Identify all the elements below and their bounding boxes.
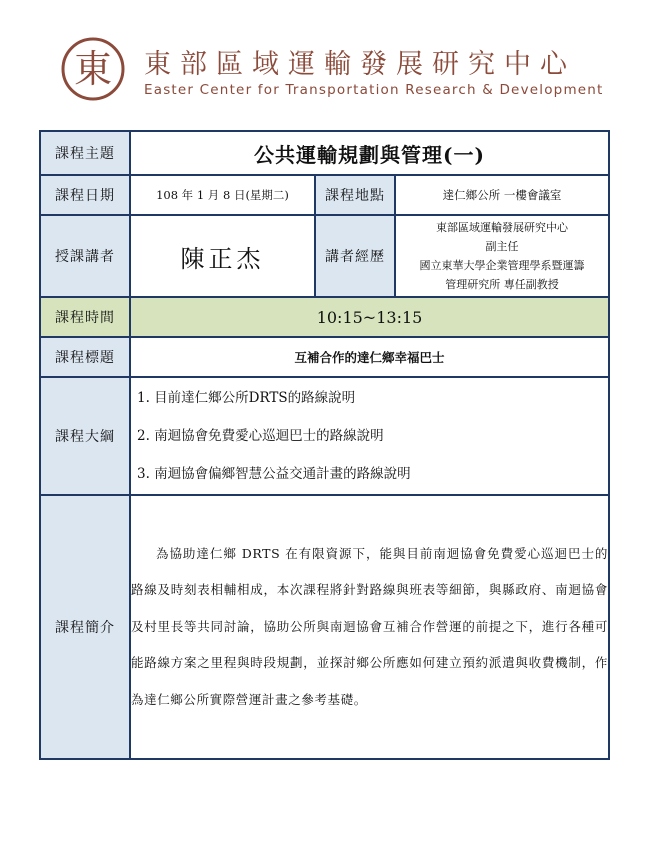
row-time (40, 297, 609, 337)
row-outline (40, 377, 609, 495)
row-course-title (40, 337, 609, 377)
org-name-en: Easter Center for Transportation Research & Development (144, 82, 604, 98)
logo-glyph: 東 (73, 47, 113, 91)
date-label: 課程日期 (40, 175, 130, 215)
intro-text: 為協助達仁鄉 DRTS 在有限資源下，能與目前南迴協會免費愛心巡迴巴士的路線及時刻表相輔相成，本次課程將針對路線與班表等細節，與縣政府、南迴協會及村里長等共同討論，協助公所與南迴協會互補合作營運的前提之下，進行各種可能路線方案之里程與時段規劃，並探討鄉公所應如何建立預約派遣與收費機制，作為達仁鄉公所實際營運計畫之參考基礎。 (130, 495, 609, 759)
time-label: 課程時間 (40, 297, 130, 337)
lecturer-value: 陳正杰 (130, 215, 315, 297)
intro-label: 課程簡介 (40, 495, 130, 759)
experience-label: 講者經歷 (315, 215, 395, 297)
location-value: 達仁鄉公所 一樓會議室 (395, 175, 609, 215)
outline-item: 3. 南迴協會偏鄉智慧公益交通計畫的路線說明 (137, 466, 411, 482)
topic-value: 公共運輸規劃與管理(一) (130, 131, 609, 175)
course-title-value: 互補合作的達仁鄉幸福巴士 (130, 337, 609, 377)
time-value: 10:15~13:15 (130, 297, 609, 337)
outline-item: 1. 目前達仁鄉公所DRTS的路線說明 (137, 390, 356, 406)
course-info-table (39, 130, 610, 760)
location-label: 課程地點 (315, 175, 395, 215)
experience-line: 東部區域運輸發展研究中心 (436, 221, 568, 234)
lecturer-label: 授課講者 (40, 215, 130, 297)
date-value: 108 年 1 月 8 日(星期二) (130, 175, 315, 215)
row-date (40, 175, 609, 215)
topic-label: 課程主題 (40, 131, 130, 175)
row-lecturer (40, 215, 609, 297)
institute-logo (60, 36, 126, 102)
page-header (60, 36, 620, 108)
outline-item: 2. 南迴協會免費愛心巡迴巴士的路線說明 (137, 428, 384, 444)
experience-line: 副主任 (485, 240, 519, 253)
outline-list (130, 377, 609, 495)
experience-line: 管理研究所 專任副教授 (445, 278, 559, 291)
org-name-zh: 東部區域運輸發展研究中心 (144, 49, 576, 80)
experience-line: 國立東華大學企業管理學系暨運籌 (419, 259, 585, 272)
row-topic (40, 131, 609, 175)
experience-value (395, 215, 609, 297)
outline-label: 課程大綱 (40, 377, 130, 495)
row-intro (40, 495, 609, 759)
course-title-label: 課程標題 (40, 337, 130, 377)
